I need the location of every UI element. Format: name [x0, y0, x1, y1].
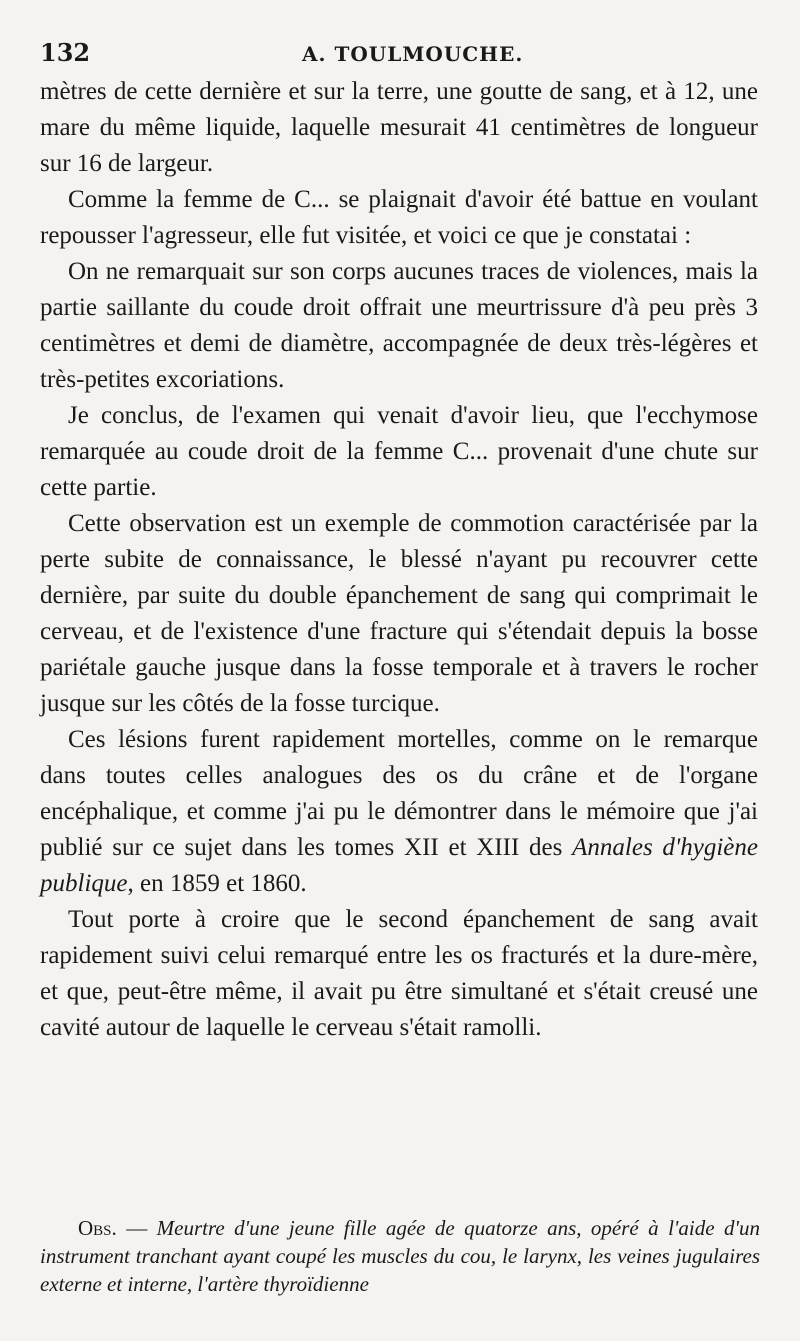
page-number: 132: [40, 38, 91, 67]
observation-label: Obs.: [78, 1216, 117, 1240]
paragraph-4: Je conclus, de l'examen qui venait d'avoir lieu, que l'ecchymose remarquée au coude droit de la femme C... provenait d'une chute sur cette partie.: [40, 402, 758, 501]
observation-dash: —: [116, 1216, 157, 1240]
paragraph-6-text-a: Ces lésions furent rapidement mortelles, comme on le remarque dans toutes celles analogues des os du crâne et de l'organe encéphalique, et comme j'ai pu le démontrer dans le mémoire que j'ai publié sur ce sujet dans les tomes XII et XIII des: [40, 726, 758, 861]
paragraph-5: Cette observation est un exemple de commotion caractérisée par la perte subite de connaissance, le blessé n'ayant pu recouvrer cette dernière, par suite du double épanchement de sang qui comprimait le cerveau, et de l'existence d'une fracture qui s'étendait depuis la bosse pariétale gauche jusque dans la fosse temporale et à travers le rocher jusque sur les côtés de la fosse turcique.: [40, 510, 758, 717]
observation-text: Meurtre d'une jeune fille agée de quatorze ans, opéré à l'aide d'un instrument tranchant ayant coupé les muscles du cou, le larynx, les veines jugulaires externe et interne, l'artère thyroïdienne: [40, 1216, 760, 1296]
body-text: [40, 74, 758, 1046]
paragraph-1: mètres de cette dernière et sur la terre, une goutte de sang, et à 12, une mare du même liquide, laquelle mesurait 41 centimètres de longueur sur 16 de largeur.: [40, 78, 758, 177]
paragraph-6-text-b: , en 1859 et 1860.: [127, 870, 307, 897]
observation-paragraph: [40, 1214, 760, 1298]
paragraph-2: Comme la femme de C... se plaignait d'avoir été battue en voulant repousser l'agresseur, elle fut visitée, et voici ce que je constatai :: [40, 186, 758, 249]
running-head: A. TOULMOUCHE.: [302, 42, 524, 66]
paragraph-3: On ne remarquait sur son corps aucunes traces de violences, mais la partie saillante du coude droit offrait une meurtrissure d'à peu près 3 centimètres et demi de diamètre, accompagnée de deux très-légères et très-petites excoriations.: [40, 258, 758, 393]
paragraph-7: Tout porte à croire que le second épanchement de sang avait rapidement suivi celui remarqué entre les os fracturés et la dure-mère, et que, peut-être même, il avait pu être simultané et s'était creusé une cavité autour de laquelle le cerveau s'était ramolli.: [40, 906, 758, 1041]
journal-title: Annales d'hygiène publique: [40, 834, 758, 897]
observation-block: [40, 1214, 760, 1298]
page-header: [40, 38, 760, 68]
paragraph-6: [40, 722, 758, 902]
